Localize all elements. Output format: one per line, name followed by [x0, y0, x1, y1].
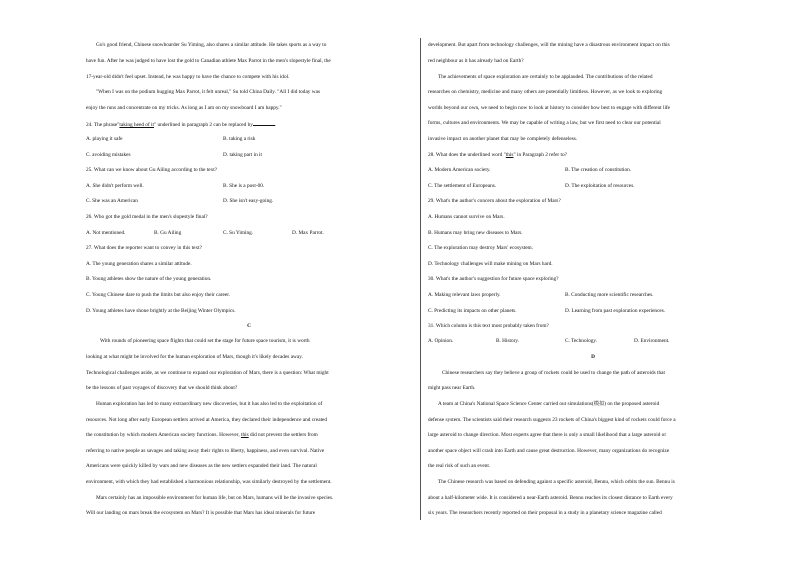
- para-line: defense system. The scientists said their research suggests 23 rockets of China's biggest kind of rockets could force a: [428, 417, 676, 423]
- para-line: The Chinese research was based on defending against a specific asteroid, Bennu, which orbits the sun. Bennu is: [438, 479, 675, 485]
- option-d: D. The exploitation of resources.: [565, 183, 635, 189]
- option-d: D. Learning from past exploration experiences.: [565, 308, 666, 314]
- option-d: D. Technology challenges will make mining on Mars hard.: [428, 261, 553, 267]
- option-b: B. taking a risk: [223, 136, 256, 142]
- text-run: the constitution by which modern American society functions. However,: [86, 432, 241, 438]
- para-line: A team at China's National Space Science Center carried out simulations(模拟) on the proposed asteroid: [438, 401, 660, 407]
- option-b: B. She is a post-00.: [223, 183, 265, 189]
- para-line: worlds beyond our own, we need to begin now to look at history to consider how best to engage with different life: [428, 105, 671, 111]
- section-heading-d: D: [591, 354, 595, 360]
- option-a: A. Not mentioned.: [86, 230, 126, 236]
- para-line: referring to native people as savages and taking away their rights to liberty, happiness, and even survival. Native: [86, 448, 325, 454]
- para-line: Chinese researchers say they believe a group of rockets could be used to change the path of asteroids that: [442, 370, 665, 376]
- option-d: D. Young athletes have shone brightly at the Beijing Winter Olympics.: [86, 308, 236, 314]
- option-c: C. Predicting its impacts on other planets.: [428, 308, 517, 314]
- option-b: B. Young athletes show the nature of the young generation.: [86, 276, 212, 282]
- option-d: D. taking part in it: [223, 152, 262, 158]
- question-29: 29. What's the author's concern about the exploration of Mars?: [428, 198, 561, 204]
- option-a: A. She didn't perform well.: [86, 183, 144, 189]
- option-c: C. She was an American: [86, 198, 138, 204]
- option-c: C. The settlement of Europeans.: [428, 183, 497, 189]
- para-line: another space object will crash into Earth and cause great destruction. However, many organizations do recognize: [428, 448, 670, 454]
- para-line: Technological challenges aside, as we continue to expand our exploration of Mars, there is a question: What might: [86, 370, 329, 376]
- para-line: six years. The researchers recently reported on their proposal in a study in a planetary science magazine called: [428, 510, 662, 516]
- option-b: B. History.: [496, 338, 520, 344]
- option-a: A. Making relevant laws properly.: [428, 292, 501, 298]
- option-a: A. The young generation shares a similar attitude.: [86, 261, 192, 267]
- question-24: [86, 120, 276, 129]
- option-d: D. She isn't easy-going.: [223, 198, 274, 204]
- para-line: researches on chemistry, medicine and many others are potentially limitless. However, as we look to exploring: [428, 89, 663, 95]
- para-line: Human exploration has led to many extraordinary new discoveries, but it has also led to the exploitation of: [96, 401, 323, 407]
- para-line: red neighbour as it has already had on Earth?: [428, 58, 524, 64]
- option-a: A. Humans cannot survive on Mars.: [428, 214, 505, 220]
- option-b: B. Conducting more scientific researches.: [565, 292, 654, 298]
- option-c: C. avoiding mistakes: [86, 152, 131, 158]
- option-d: D. Environment.: [634, 338, 670, 344]
- para-line: The achievements of space exploration are certainly to be applauded. The contributions of the related: [438, 74, 653, 80]
- option-b: B. The creation of constitution.: [565, 167, 632, 173]
- option-a: A. playing it safe: [86, 136, 123, 142]
- question-stem: 24. The phrase": [86, 122, 120, 128]
- option-b: B. Gu Ailing: [154, 230, 182, 236]
- question-stem: 28. What does the underlined word ": [428, 152, 506, 158]
- para-line: have fun. After he was judged to have lost the gold to Canadian athlete Max Parrot in the men's slopestyle final, the: [86, 58, 331, 64]
- para-line: forms, cultures and environments. We may be capable of writing a law, but we first need to clear our potential: [428, 120, 661, 126]
- para-line: enjoy the runs and concentrate on my tricks. As long as I am on my snowboard I am happy.": [86, 105, 282, 111]
- option-c: C. Young Chinese dare to push the limits but also enjoy their career.: [86, 292, 231, 298]
- para-line: [86, 432, 318, 439]
- option-d: D. Max Parrot.: [292, 230, 324, 236]
- option-a: A. Modern American society.: [428, 167, 491, 173]
- question-stem: .: [274, 122, 277, 128]
- para-line: environment, with which they had established a harmonious relationship, was similarly destroyed by the settlement.: [86, 479, 332, 485]
- para-line: Will our landing on mars break the ecosystem on Mars? It is possible that Mars has ideal minerals for future: [86, 510, 316, 516]
- para-line: With rounds of pioneering space flights that could set the stage for future space tourism, it is worth: [100, 338, 310, 344]
- question-stem: " in Paragraph 2 refer to?: [513, 152, 567, 158]
- question-30: 30. What's the author's suggestion for future space exploring?: [428, 276, 559, 282]
- question-31: 31. Which column is this text most probably taken from?: [428, 323, 549, 329]
- para-line: 17-year-old didn't feel upset. Instead, he was happy to have the chance to compete with his idol.: [86, 74, 290, 80]
- para-line: about a half-kilometer wide. It is considered a near-Earth asteroid. Bennu reaches its closest distance to Earth every: [428, 495, 673, 501]
- option-c: C. The exploration may destroy Mars' ecosystem.: [428, 245, 534, 251]
- question-28: [428, 152, 567, 159]
- para-line: be the lessons of past voyages of discovery that we should think about?: [86, 385, 238, 391]
- para-line: Gu's good friend, Chinese snowboarder Su Yiming, also shares a similar attitude. He takes sports as a way to: [96, 42, 327, 48]
- question-25: 25. What can we know about Gu Ailing according to the text?: [86, 167, 218, 173]
- para-line: development. But apart from technology challenges, will the mining have a disastrous environment impact on this: [428, 42, 670, 48]
- underlined-phrase: taking heed of it: [119, 122, 154, 128]
- section-heading-c: C: [247, 323, 251, 329]
- underlined-word: this: [240, 432, 249, 438]
- column-divider: [420, 38, 421, 520]
- para-line: Americans were quickly killed by wars and new diseases as the new settlers expanded their land. The natural: [86, 463, 317, 469]
- para-line: invasive impact on another planet that may be completely defenseless.: [428, 136, 578, 142]
- option-c: C. Technology.: [565, 338, 597, 344]
- option-b: B. Humans may bring new diseases to Mars.: [428, 230, 523, 236]
- para-line: looking at what might be involved for the human exploration of Mars, though it's likely decades away.: [86, 354, 303, 360]
- question-stem: " underlined in paragraph 2 can be replaced by: [153, 122, 253, 128]
- question-26: 26. Who got the gold medal in the men's slopestyle final?: [86, 214, 208, 220]
- para-line: Mars certainly has an impossible environment for human life, but on Mars, humans will be the invasive species.: [96, 495, 334, 501]
- para-line: large asteroid to change direction. Most experts agree that there is only a small likelihood that a large asteroid or: [428, 432, 667, 438]
- text-run: did not prevent the settlers from: [248, 432, 318, 438]
- para-line: resources. Not long after early European settlers arrived at America, they declared their independence and created: [86, 417, 328, 423]
- underlined-word: this: [505, 152, 514, 158]
- para-line: "When I was on the podium hugging Max Parrot, it felt unreal," Su told China Daily. "All I did today was: [96, 89, 321, 95]
- question-27: 27. What does the reporter want to convey in this text?: [86, 245, 202, 251]
- para-line: the real risk of such an event.: [428, 463, 491, 469]
- answer-blank: [253, 120, 275, 126]
- option-a: A. Opinion.: [428, 338, 454, 344]
- option-c: C. Su Yiming.: [223, 230, 254, 236]
- para-line: might pass near Earth.: [428, 385, 476, 391]
